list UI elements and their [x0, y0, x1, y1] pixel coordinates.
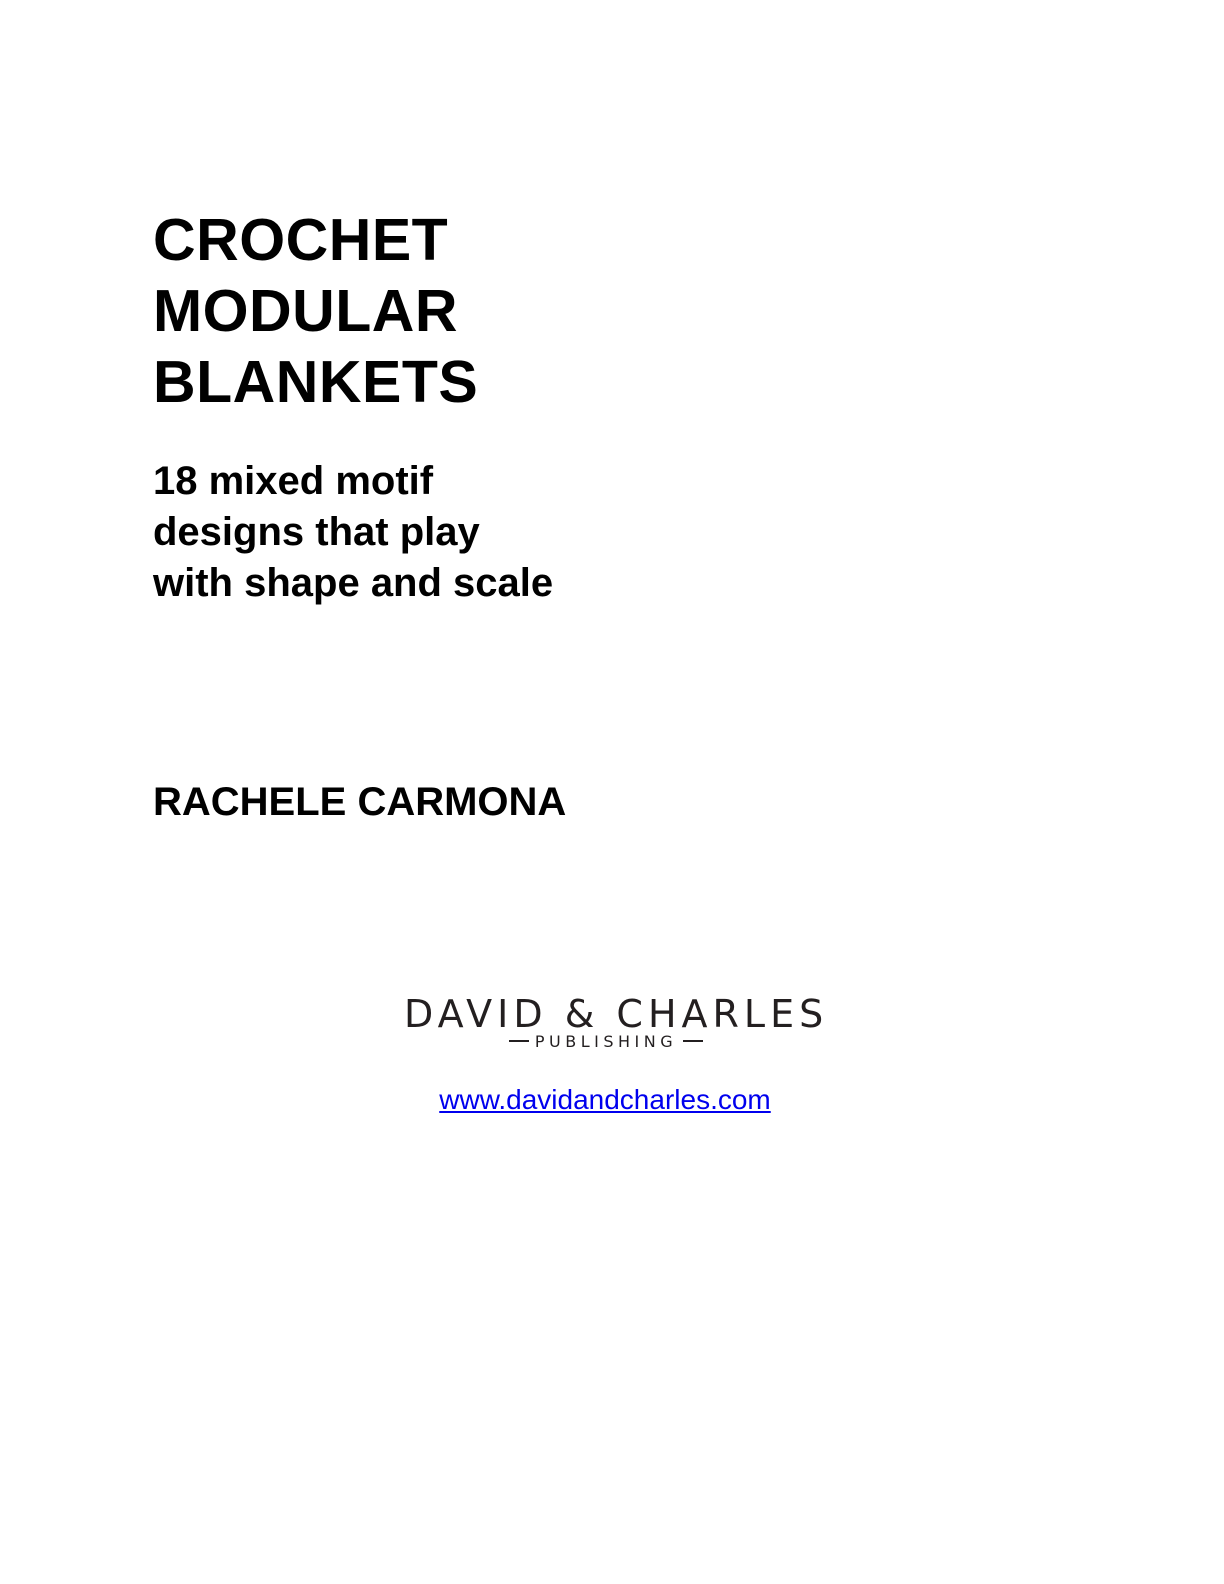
- logo-left-dash: [509, 1040, 529, 1042]
- website-container: [0, 1082, 1210, 1118]
- publisher-logo: [404, 992, 829, 1058]
- title-line-3: BLANKETS: [153, 349, 479, 415]
- logo-right-dash: [683, 1040, 703, 1042]
- subtitle-line-1: 18 mixed motif: [153, 459, 434, 503]
- publisher-tagline-row: [404, 1030, 808, 1052]
- publisher-website-link[interactable]: www.davidandcharles.com: [439, 1084, 771, 1115]
- book-subtitle: [153, 456, 553, 609]
- book-title: [153, 205, 478, 418]
- subtitle-line-3: with shape and scale: [153, 561, 554, 605]
- author-name: RACHELE CARMONA: [153, 780, 567, 824]
- title-line-1: CROCHET: [153, 207, 449, 273]
- publisher-name: DAVID & CHARLES: [404, 992, 829, 1036]
- subtitle-line-2: designs that play: [153, 510, 480, 554]
- title-line-2: MODULAR: [153, 278, 459, 344]
- publisher-tagline: PUBLISHING: [534, 1031, 678, 1051]
